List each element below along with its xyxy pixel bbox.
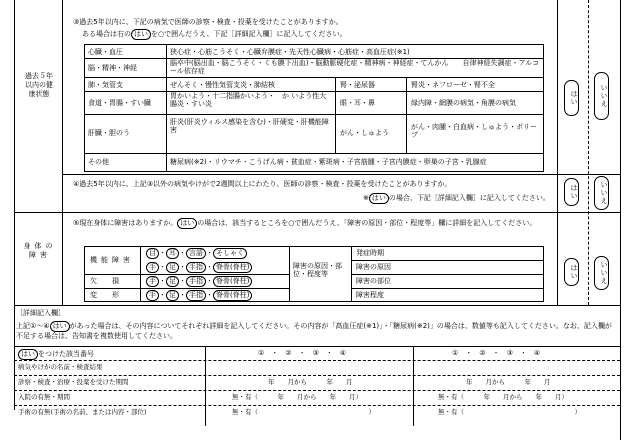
q4-note-post: の場合、下記［詳細記入欄］に記入してください。: [388, 194, 550, 202]
period-value-right[interactable]: 年 月から 年 月: [466, 378, 551, 386]
option-finger[interactable]: 手指: [186, 290, 206, 301]
detail-line-post: があった場合は、その内容についてそれぞれ詳細を記入してください。その内容が「高血圧症(※1)」・「糖尿病(※2)」の場合は、数値等も記入してください。なお、記入欄が不足する場合は、告知書を複数使用してください。: [16, 322, 612, 340]
disease-list: 腎炎・ネフローゼ・腎不全: [411, 81, 495, 89]
num-3[interactable]: ③: [506, 349, 513, 357]
option-spine[interactable]: 脊骨(脊柱): [213, 290, 252, 301]
func-items-row1: 目 ・ 耳 ・ 言語 ・ そしゃく: [146, 248, 247, 259]
disease-category: 腎・泌尿器: [340, 81, 375, 89]
loss-label: 欠 損: [90, 277, 123, 285]
q5-no-option[interactable]: いいえ: [594, 256, 609, 290]
disease-row-line: [84, 153, 544, 154]
option-foot[interactable]: 足: [166, 290, 179, 301]
disease-category: 眼・耳・鼻: [340, 99, 375, 107]
body-section-top: [14, 212, 620, 213]
option-foot[interactable]: 足: [166, 262, 179, 273]
deform-label: 変 形: [90, 291, 123, 299]
hospital-value-right[interactable]: 無・有（ 年 月から 年 月）: [438, 393, 568, 401]
hai-oval-inline: はい: [369, 193, 389, 204]
period-value-left[interactable]: 年 月から 年 月: [268, 378, 353, 386]
disease-category: 心臓・血圧: [88, 48, 123, 56]
option-chewing[interactable]: そしゃく: [213, 248, 247, 259]
num-1[interactable]: ①: [452, 349, 459, 357]
q4-note-pre: ※: [363, 194, 369, 202]
q4-title: ④過去5年以内に、上記③以外の病気やけがで2週間以上にわたり、医師の診察・検査・投薬を受けたことがありますか。: [73, 180, 452, 188]
detail-title: ［詳細記入欄］: [16, 309, 65, 317]
disease-row-line: [84, 114, 544, 115]
surgery-value-right[interactable]: 無・有（ ）: [438, 408, 581, 416]
detail-instructions: [16, 321, 616, 343]
num-2[interactable]: ②: [479, 349, 486, 357]
detail-row-line: [14, 390, 620, 391]
disease-table-col2: [335, 77, 336, 153]
num-4[interactable]: ④: [339, 349, 347, 357]
q5-text: [73, 218, 543, 240]
disease-category: がん・しゅよう: [340, 129, 389, 137]
disease-list: 脳卒中(脳出血・脳こうそく・くも膜下出血)・脳動脈硬化症・精神病・神経症・てんかん 自律神経失調症・アルコール依存症: [170, 59, 540, 76]
disease-category: 肺・気管支: [88, 81, 123, 89]
func-disorder-label: 機能障害: [90, 256, 134, 264]
option-speech[interactable]: 言語: [186, 248, 206, 259]
option-ear[interactable]: 耳: [166, 248, 179, 259]
option-hand[interactable]: 手: [146, 276, 159, 287]
disease-list: がん・肉腫・白血病・しゅよう・ポリープ: [411, 123, 537, 140]
option-eye[interactable]: 目: [146, 248, 159, 259]
detail-section-top: [14, 305, 620, 306]
q3-instr-post: を○で囲んだうえ、下記［詳細記入欄］に記入してください。: [151, 30, 347, 38]
disability-row-line: [351, 260, 544, 261]
disability-row-line: [84, 288, 289, 289]
option-spine[interactable]: 脊骨(脊柱): [213, 276, 252, 287]
disease-list: 狭心症・心筋こうそく・心臓弁膜症・先天性心臓病・心筋症・高血圧症(※1): [170, 48, 410, 56]
disease-list: 緑内障・網膜の病気・角膜の病気: [411, 99, 516, 107]
q3-instr-pre: ある場合は右の: [82, 30, 131, 38]
hospital-value-left[interactable]: 無・有（ 年 月から 年 月）: [232, 393, 362, 401]
answer-divider: [557, 0, 558, 305]
detail-row-line: [14, 375, 620, 376]
numbers-left: ① ・ ② ・ ③ ・ ④: [258, 349, 347, 357]
hai-oval-inline: はい: [177, 218, 197, 229]
loss-items: 手 ・ 足 ・ 手指 ・ 脊骨(脊柱): [146, 276, 252, 287]
option-hand[interactable]: 手: [146, 290, 159, 301]
cause-label: 障害の原因・部位・程度等: [293, 262, 342, 279]
disease-list: 肝炎(肝炎ウィルス感染を含む)・肝硬変・肝機能障害: [170, 118, 329, 135]
disease-category: その他: [88, 158, 109, 166]
q5-mid: の場合は、該当するところを○で囲んだうえ、「障害の原因・部位・程度等」欄に詳細を記入してください。: [197, 219, 537, 227]
num-2[interactable]: ②: [285, 349, 292, 357]
detail-row-line: [14, 360, 620, 361]
disease-row-line: [84, 77, 544, 78]
surgery-value-left[interactable]: 無・有（ ）: [232, 408, 375, 416]
disease-table-col3: [406, 77, 407, 153]
hai-oval-inline: はい: [50, 321, 70, 332]
func-items-row2: 手 ・ 足 ・ 手指 ・ 脊骨(脊柱): [146, 262, 252, 273]
num-1[interactable]: ①: [258, 349, 265, 357]
deform-items: 手 ・ 足 ・ 手指 ・ 脊骨(脊柱): [146, 290, 252, 301]
row-label-period: 診察・検査・治療・投薬を受けた期間: [18, 378, 129, 386]
disability-row-line: [351, 288, 544, 289]
q3-yes-option[interactable]: はい: [564, 80, 579, 116]
section-label-body: 身体の障害: [23, 242, 57, 259]
disease-list: 糖尿病(※2)・リウマチ・こうげん病・貧血症・紫斑病・子宮筋腫・子宮内膜症・卵巣の子宮・乳腺症: [170, 158, 487, 166]
disease-category: 食道・胃腸・すい臓: [88, 99, 151, 107]
q3-instruction: [82, 29, 347, 40]
detail-table-top: [14, 346, 620, 347]
detail-line-pre: 上記①～④: [16, 322, 50, 330]
numbers-right: ① ・ ② ・ ③ ・ ④: [452, 349, 541, 357]
q3-title: ③過去5年以内に、下記の病気で医師の診察・検査・投薬を受けたことがありますか。: [73, 18, 343, 26]
row-label-surgery: 手術の有無(手術の名前、または内容・部位): [18, 408, 147, 416]
option-foot[interactable]: 足: [166, 276, 179, 287]
detail-site: 障害の部位: [356, 277, 391, 285]
detail-col-mid: [413, 346, 414, 426]
side-divider: [62, 0, 63, 305]
option-finger[interactable]: 手指: [186, 276, 206, 287]
hai-oval-inline: はい: [18, 349, 38, 360]
detail-degree: 障害程度: [356, 291, 384, 299]
detail-cause: 障害の原因: [356, 263, 391, 271]
numbers-label: [18, 349, 94, 360]
frame-left: [14, 0, 15, 410]
num-3[interactable]: ③: [312, 349, 319, 357]
numbers-label-post: をつけた該当番号: [38, 350, 94, 358]
hai-oval-inline: はい: [131, 29, 151, 40]
q5-yes-option[interactable]: はい: [564, 258, 579, 286]
disease-category: 脳・精神・神経: [88, 64, 137, 72]
section-label-health: 過去５年以内の健康状態: [25, 72, 53, 98]
q3-no-option[interactable]: いいえ: [594, 72, 609, 120]
q4-no-option[interactable]: いいえ: [594, 176, 609, 210]
detail-col-label: [205, 346, 206, 426]
disease-list: ぜんそく・慢性気管支炎・肺結核: [170, 81, 275, 89]
disability-row-line: [351, 274, 544, 275]
detail-onset: 発症時期: [356, 249, 384, 257]
option-hand[interactable]: 手: [146, 262, 159, 273]
row-label-illness: 病気やけがの名前・検査結果: [18, 363, 103, 371]
num-4[interactable]: ④: [533, 349, 541, 357]
q4-note: [363, 193, 550, 204]
disability-col2: [289, 246, 290, 302]
q4-yes-option[interactable]: はい: [564, 178, 579, 206]
frame-right: [620, 0, 621, 440]
detail-row-line: [14, 405, 620, 406]
option-finger[interactable]: 手指: [186, 262, 206, 273]
disease-list: 胃かいよう・十二指腸かいよう・ か いよう性大腸炎・すい炎: [170, 92, 327, 109]
answer-dashed-divider: [588, 0, 589, 305]
option-spine[interactable]: 脊骨(脊柱): [213, 262, 252, 273]
row-label-hospital: 入院の有無・期間: [18, 393, 70, 401]
q5-pre: ⑤現在身体に障害はありますか。: [73, 219, 178, 227]
disease-category: 肝臓・胆のう: [88, 129, 130, 137]
q4-top-line: [62, 174, 620, 175]
disability-row-line: [84, 274, 289, 275]
